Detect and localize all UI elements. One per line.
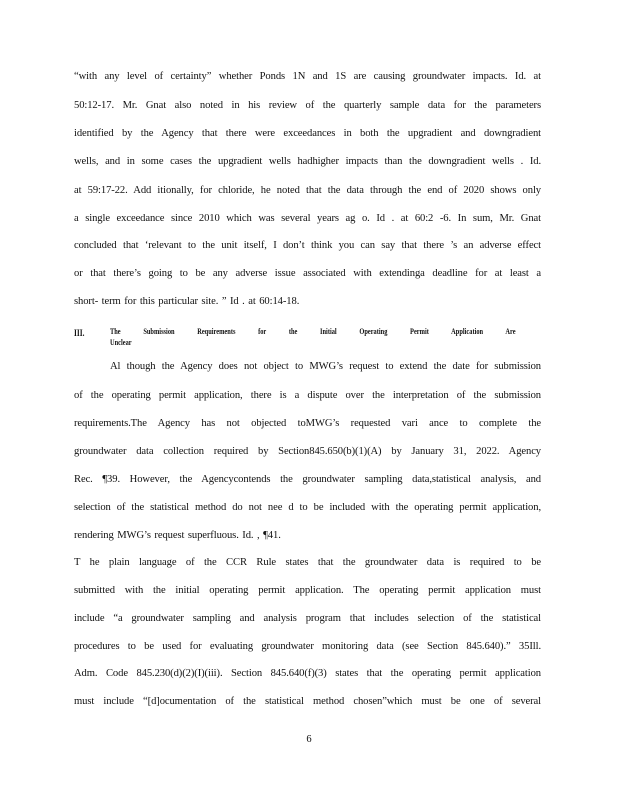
section-heading-number: III. — [74, 328, 85, 338]
paragraph2-line: rendering MWG’s request superfluous. Id. , ¶41. — [74, 530, 281, 541]
paragraph1-line: short- term for this particular site. ” Id . at 60:14-18. — [74, 296, 300, 307]
paragraph2-line: Rec. ¶39. However, the Agencycontends the groundwater sampling data,statistical analysis, and — [74, 474, 541, 485]
paragraph1-line: or that there’s going to be any adverse issue associated with extendinga deadline for at least a — [74, 268, 541, 279]
paragraph3-line: must include “[d]ocumentation of the statistical method chosen”which must be one of several — [74, 696, 541, 707]
paragraph2-line: requirements.The Agency has not objected toMWG’s requested vari ance to complete the — [74, 418, 541, 429]
paragraph3-line: T he plain language of the CCR Rule states that the groundwater data is required to be — [74, 557, 541, 568]
section-heading-line2: Unclear — [110, 338, 132, 347]
paragraph2-line: selection of the statistical method do not nee d to be included with the operating permit application, — [74, 502, 541, 513]
paragraph3-line: Adm. Code 845.230(d)(2)(I)(iii). Section 845.640(f)(3) states that the operating permit application — [74, 668, 541, 679]
paragraph1-line: at 59:17-22. Add itionally, for chloride, he noted that the data through the end of 2020 shows only — [74, 185, 541, 196]
section-heading-line1: The Submission Requirements for the Initial Operating Permit Application Are — [110, 327, 516, 336]
paragraph2-line: Al though the Agency does not object to MWG’s request to extend the date for submission — [110, 361, 541, 372]
page-number: 6 — [306, 734, 312, 745]
paragraph1-line: identified by the Agency that there were exceedances in both the upgradient and downgradient — [74, 128, 541, 139]
paragraph3-line: submitted with the initial operating permit application. The operating permit application must — [74, 585, 541, 596]
paragraph2-line: groundwater data collection required by Section845.650(b)(1)(A) by January 31, 2022. Agency — [74, 446, 541, 457]
paragraph1-line: “with any level of certainty” whether Ponds 1N and 1S are causing groundwater impacts. Id. at — [74, 71, 541, 82]
paragraph1-line: wells, and in some cases the upgradient wells hadhigher impacts than the downgradient wells . Id. — [74, 156, 541, 167]
paragraph1-line: concluded that ‘relevant to the unit itself, I don’t think you can say that there ’s an adverse effect — [74, 240, 541, 251]
paragraph1-line: 50:12-17. Mr. Gnat also noted in his review of the quarterly sample data for the parameters — [74, 100, 541, 111]
paragraph1-line: a single exceedance since 2010 which was several years ag o. Id . at 60:2 -6. In sum, Mr. Gnat — [74, 213, 541, 224]
paragraph3-line: include “a groundwater sampling and analysis program that includes selection of the statistical — [74, 613, 541, 624]
paragraph3-line: procedures to be used for evaluating groundwater monitoring data (see Section 845.640).” 35Ill. — [74, 641, 541, 652]
paragraph2-line: of the operating permit application, there is a dispute over the interpretation of the submission — [74, 390, 541, 401]
